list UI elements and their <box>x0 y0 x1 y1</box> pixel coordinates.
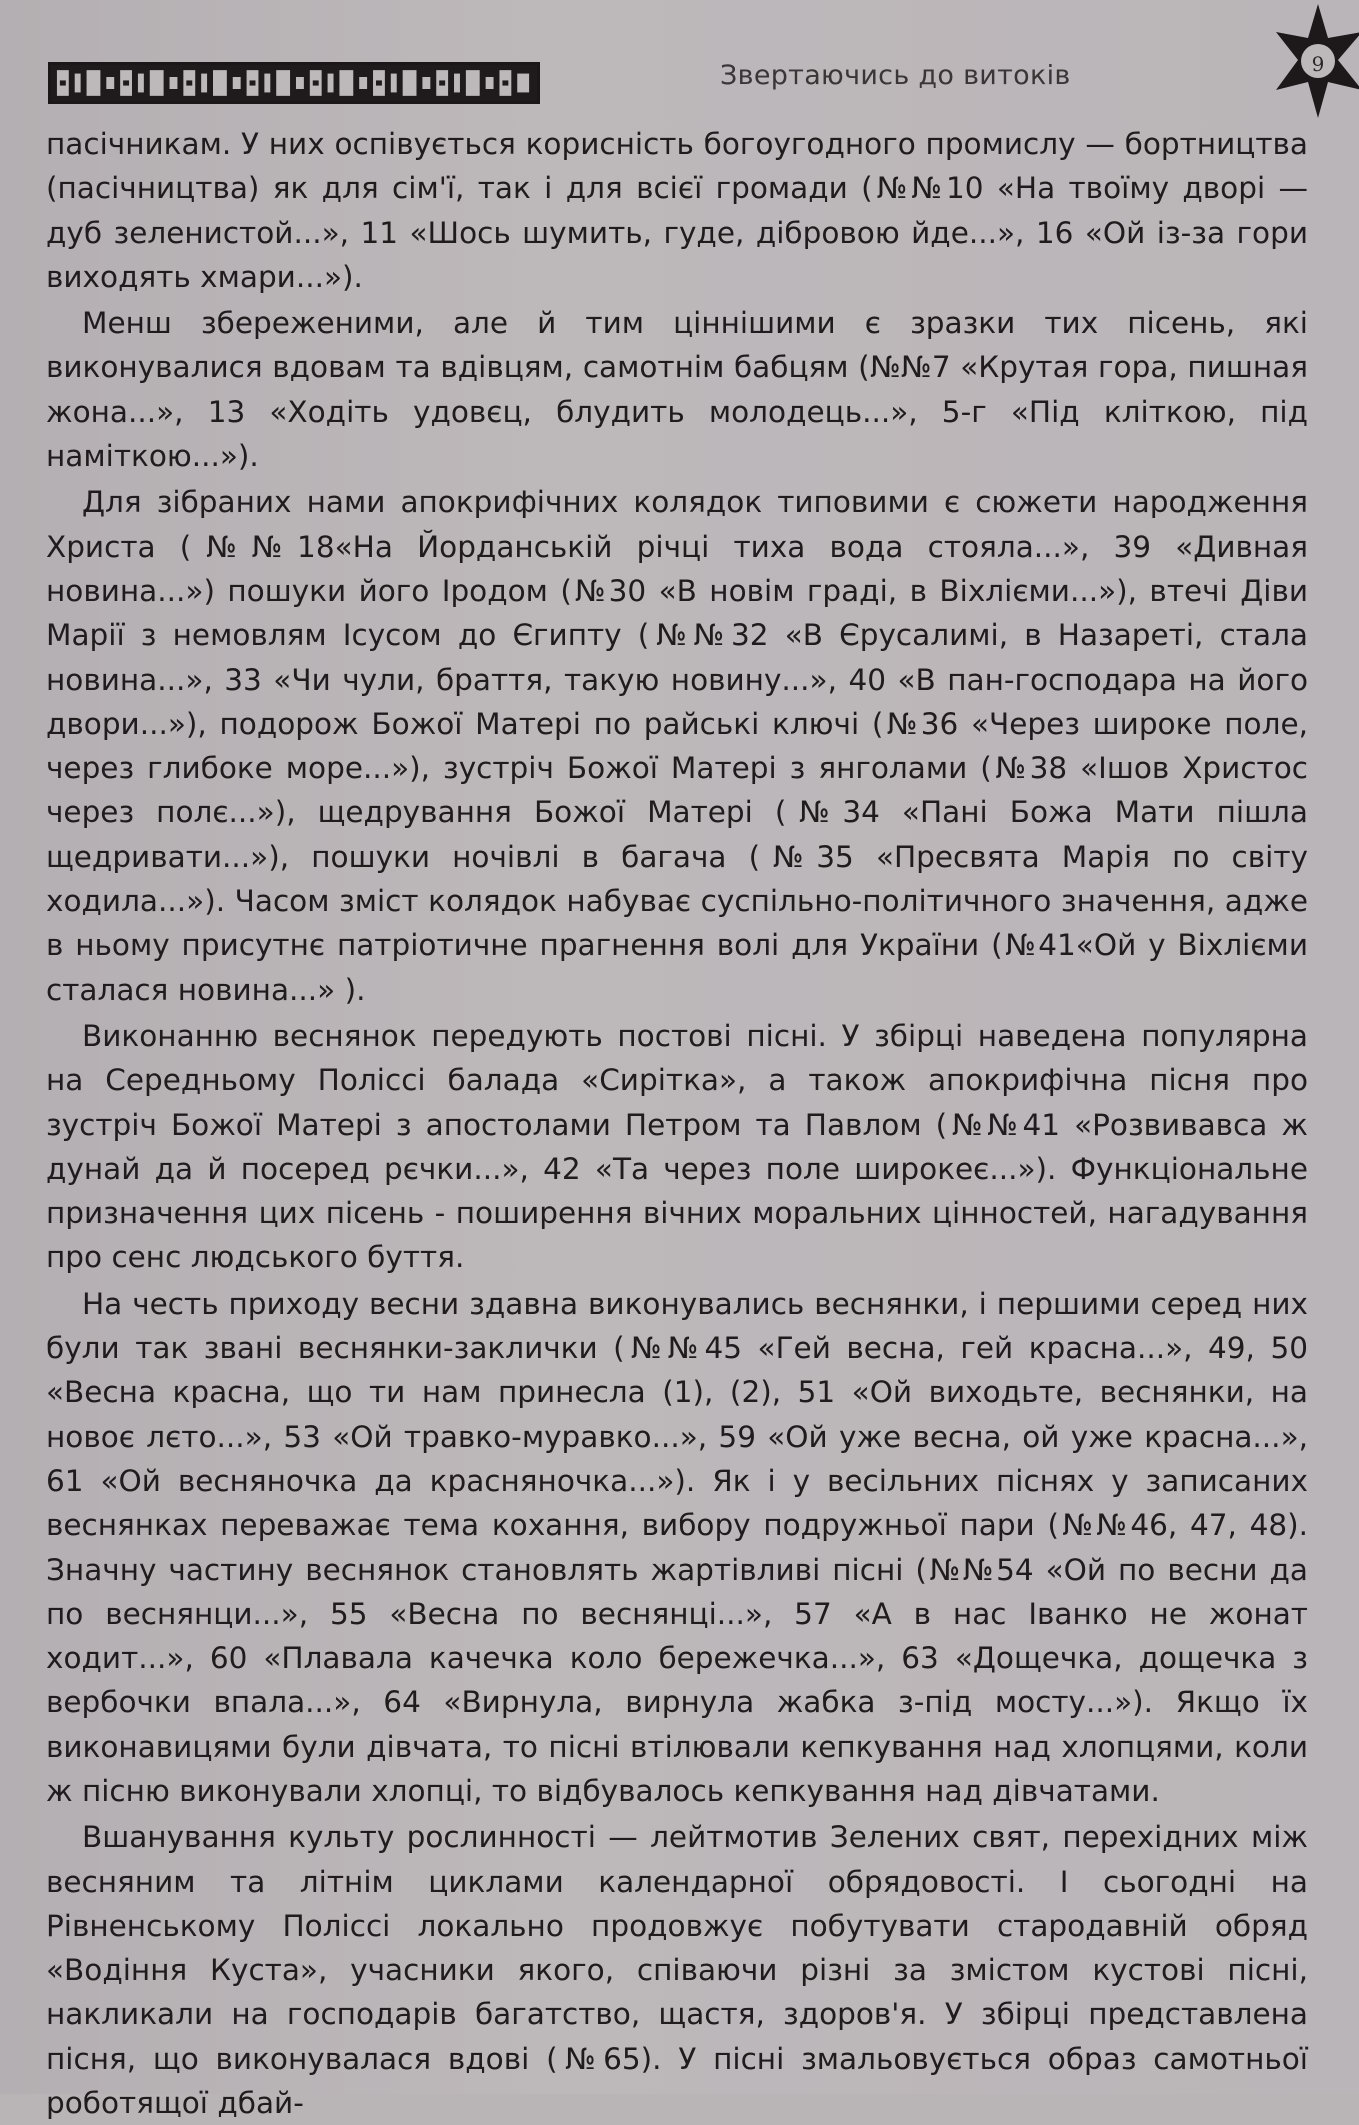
page-number: 9 <box>1311 52 1325 76</box>
paragraph: Менш збереженими, але й тим ціннішими є зразки тих пісень, які виконувалися вдовам та вдівцям, самотнім бабцям (№№7 «Крутая гора, пишная жона...», 13 «Ходіть удовєц, блудить молодець...», 5-г «Під кліткою, під наміткою...»). <box>46 306 1308 474</box>
paragraph: Вшанування культу рослинності — лейтмотив Зелених свят, перехідних між весняним та літнім циклами календарної обрядовості. І сьогодні на Рівненському Поліссі локально продовжує побутувати стародавній обряд «Водіння Куста», учасники якого, співаючи різні за змістом кустові пісні, накликали на господарів багатство, щастя, здоров'я. У збірці представлена пісня, що виконувалася вдові (№65). У пісні змальовується образ самотньої роботящої дбай- <box>46 1820 1308 2121</box>
paragraph: Виконанню веснянок передують постові пісні. У збірці наведена популярна на Середньому Поліссі балада «Сирітка», а також апокрифічна пісня про зустріч Божої Матері з апостолами Петром та Павлом (№№41 «Розвивавса ж дунай да й посеред рєчки...», 42 «Та через поле широкеє...»). Функціональне призначення цих пісень - поширення вічних моральних цінностей, нагадування про сенс людського буття. <box>46 1018 1308 1275</box>
paragraph: На честь приходу весни здавна виконувались веснянки, і першими серед них були так звані веснянки-заклички (№№45 «Гей весна, гей красна...», 49, 50 «Весна красна, що ти нам принесла (1), (2), 51 «Ой виходьте, веснянки, на новоє лєто...», 53 «Ой травко-муравко...», 59 «Ой уже весна, ой уже красна...», 61 «Ой весняночка да красняночка...»). Як і у весільних піснях у записаних веснянках переважає тема кохання, вибору подружньої пари (№№46, 47, 48). Значну частину веснянок становлять жартівливі пісні (№№54 «Ой по весни да по веснянци...», 55 «Весна по веснянці...», 57 «А в нас Іванко не жонат ходит...», 60 «Плавала качечка коло бережечка...», 63 «Дощечка, дощечка з вербочки впала...», 64 «Вирнула, вирнула жабка з-під мосту...»). Якщо їх виконавицями були дівчата, то пісні втілювали кепкування над хлопцями, коли ж пісню виконували хлопці, то відбувалось кепкування над дівчатами. <box>46 1286 1308 1808</box>
paragraph: пасічникам. У них оспівується корисність богоугодного промислу — бортництва (пасічництва) як для сім'ї, так і для всієї громади (№№10 «На твоїму дворі — дуб зеленистой...», 11 «Шось шумить, гуде, дібровою йде...», 16 «Ой із-за гори виходять хмари...»). <box>46 127 1308 294</box>
paragraph: Для зібраних нами апокрифічних колядок типовими є сюжети народження Христа (№№18«На Йорданській річці тиха вода стояла...», 39 «Дивная новина...») пошуки його Іродом (№30 «В новім граді, в Віхлієми...»), втечі Діви Марії з немовлям Ісусом до Єгипту (№№32 «В Єрусалимі, в Назареті, стала новина...», 33 «Чи чули, браття, такую новину...», 40 «В пан-господара на його двори...»), подорож Божої Матері по райські ключі (№36 «Через широке поле, через глибоке море...»), зустріч Божої Матері з янголами (№38 «Ішов Христос через полє...»), щедрування Божої Матері (№34 «Пані Божа Мати пішла щедривати...»), пошуки ночівлі в багача (№35 «Пресвята Марія по світу ходила...»). Часом зміст колядок набуває суспільно-політичного значення, адже в ньому присутнє патріотичне прагнення волі для України (№41«Ой у Віхлієми сталася новина...» ). <box>46 485 1308 1007</box>
running-title: Звертаючись до витоків <box>720 60 1071 91</box>
ornament-border <box>48 62 540 104</box>
body-text <box>46 122 1308 2125</box>
